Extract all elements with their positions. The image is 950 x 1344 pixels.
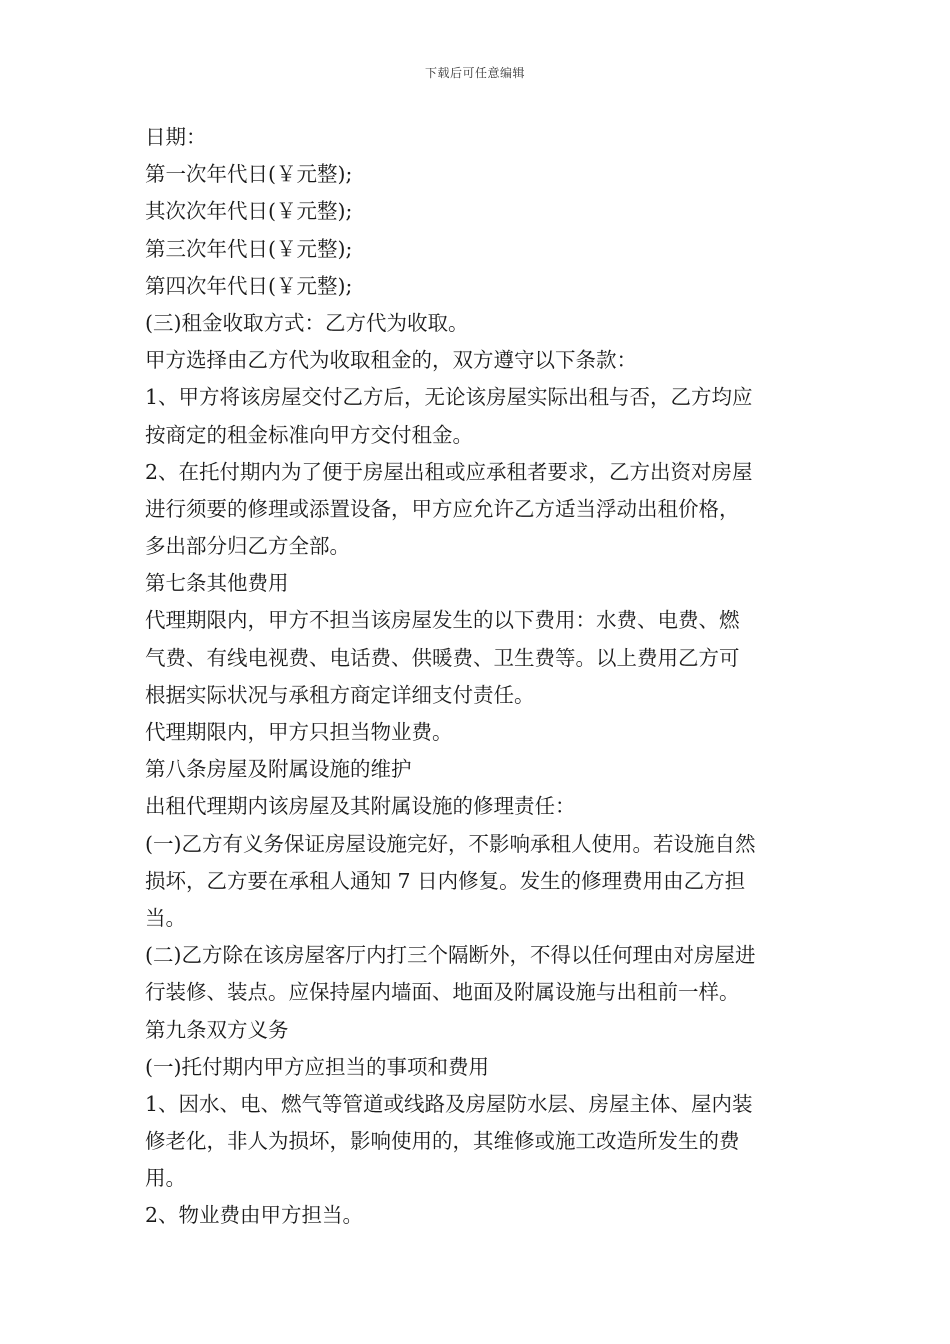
text-line: (二)乙方除在该房屋客厅内打三个隔断外，不得以任何理由对房屋进 — [145, 943, 756, 968]
text-line: (一)乙方有义务保证房屋设施完好，不影响承租人使用。若设施自然 — [145, 831, 756, 856]
text-line: 2、物业费由甲方担当。 — [145, 1203, 364, 1228]
text-line: 第一次年代日(￥元整); — [145, 162, 353, 187]
section-heading: 第七条其他费用 — [145, 571, 289, 596]
text-line: 其次次年代日(￥元整); — [145, 199, 353, 224]
text-line: 1、甲方将该房屋交付乙方后，无论该房屋实际出租与否，乙方均应 — [145, 385, 753, 410]
text-line: 出租代理期内该房屋及其附属设施的修理责任： — [145, 794, 576, 819]
section-heading: 第八条房屋及附属设施的维护 — [145, 757, 412, 782]
text-line: 代理期限内，甲方不担当该房屋发生的以下费用：水费、电费、燃 — [145, 608, 740, 633]
text-line: 代理期限内，甲方只担当物业费。 — [145, 720, 453, 744]
text-line: 当。 — [145, 905, 186, 930]
text-line: 甲方选择由乙方代为收取租金的，双方遵守以下条款： — [145, 348, 637, 373]
text-line: 按商定的租金标准向甲方交付租金。 — [145, 422, 473, 447]
text-line: 气费、有线电视费、电话费、供暖费、卫生费等。以上费用乙方可 — [145, 645, 740, 670]
section-heading: 第九条双方义务 — [145, 1017, 289, 1042]
text-line: 损坏，乙方要在承租人通知 7 日内修复。发生的修理费用由乙方担 — [145, 868, 746, 893]
text-line: 用。 — [145, 1166, 186, 1191]
text-line: 进行须要的修理或添置设备，甲方应允许乙方适当浮动出租价格， — [145, 496, 740, 521]
text-line: 行装修、装点。应保持屋内墙面、地面及附属设施与出租前一样。 — [145, 980, 740, 1005]
text-line: 第四次年代日(￥元整); — [145, 273, 353, 298]
text-line: 修老化，非人为损坏，影响使用的，其维修或施工改造所发生的费 — [145, 1129, 740, 1154]
text-line: 日期： — [145, 125, 207, 149]
text-line: 第三次年代日(￥元整); — [145, 236, 353, 261]
text-line: 多出部分归乙方全部。 — [145, 534, 350, 559]
page-header: 下载后可任意编辑 — [424, 66, 525, 80]
text-line: (三)租金收取方式：乙方代为收取。 — [145, 310, 469, 335]
text-line: 1、因水、电、燃气等管道或线路及房屋防水层、房屋主体、屋内装 — [145, 1091, 753, 1116]
text-line: 根据实际状况与承租方商定详细支付责任。 — [145, 682, 535, 707]
document-body — [145, 119, 810, 1235]
text-line: 2、在托付期内为了便于房屋出租或应承租者要求，乙方出资对房屋 — [145, 459, 753, 484]
text-line: (一)托付期内甲方应担当的事项和费用 — [145, 1054, 489, 1079]
